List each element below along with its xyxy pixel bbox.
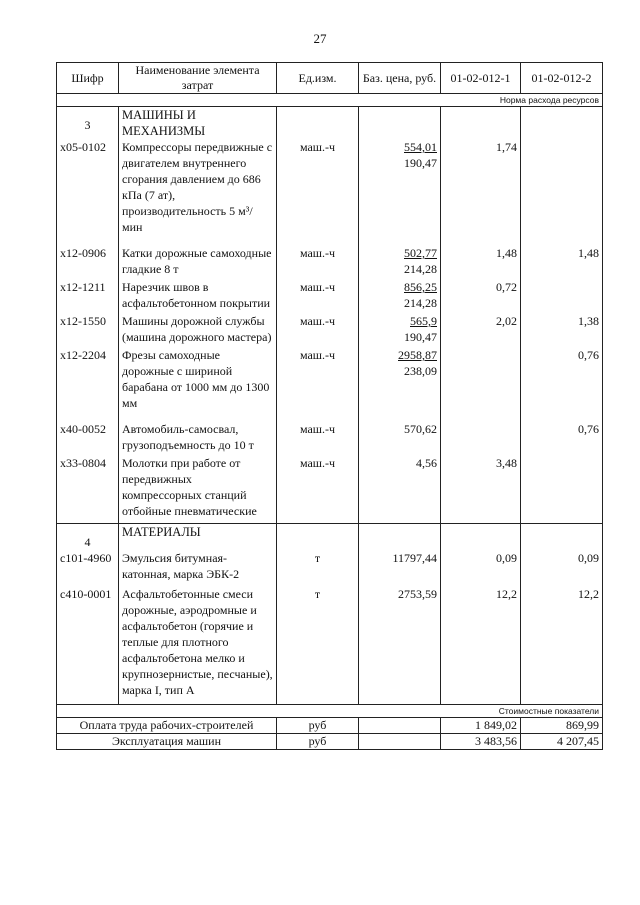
item-price-main: 554,01	[404, 140, 437, 154]
item-code: с410-0001	[57, 586, 119, 698]
item-code: х40-0052	[57, 421, 119, 453]
item-code: с101-4960	[57, 550, 119, 582]
section-title: МАШИНЫ И МЕХАНИЗМЫ	[119, 107, 277, 140]
item-price-main: 565,9	[410, 314, 437, 328]
item-norm-1	[441, 347, 521, 411]
item-price	[359, 139, 441, 235]
item-name: Асфальтобетонные смеси дорожные, аэродромные и асфальтобетон (горячие и теплые для плотного асфальтобетона мелко и крупнозернистые, песчаные), марка I, тип А	[119, 586, 277, 698]
item-code: х05-0102	[57, 139, 119, 235]
item-norm-1: 1,74	[441, 139, 521, 235]
item-norm-1	[441, 421, 521, 453]
item-norm-2: 12,2	[521, 586, 603, 698]
section-row	[57, 107, 603, 140]
section-row	[57, 524, 603, 551]
norm-note-row	[57, 94, 603, 107]
table-row	[57, 313, 603, 345]
table-row	[57, 347, 603, 411]
item-name: Нарезчик швов в асфальтобетонном покрытии	[119, 279, 277, 311]
page-number: 27	[313, 31, 327, 46]
item-norm-2: 0,76	[521, 421, 603, 453]
item-price-wage: 214,28	[404, 296, 437, 310]
item-unit: маш.-ч	[277, 279, 359, 311]
item-code: х12-1211	[57, 279, 119, 311]
item-price-main: 856,25	[404, 280, 437, 294]
item-name: Молотки при работе от передвижных компрессорных станций отбойные пневматические	[119, 455, 277, 519]
item-norm-1: 12,2	[441, 586, 521, 698]
item-name: Автомобиль-самосвал, грузоподъемность до 10 т	[119, 421, 277, 453]
item-price	[359, 245, 441, 277]
item-unit: маш.-ч	[277, 245, 359, 277]
item-norm-1: 1,48	[441, 245, 521, 277]
total-row	[57, 734, 603, 750]
item-name: Компрессоры передвижные с двигателем внутреннего сгорания давлением до 686 кПа (7 ат), производительность 5 м³/мин	[119, 139, 277, 235]
item-norm-1: 0,09	[441, 550, 521, 582]
table-row	[57, 550, 603, 582]
spacer-row	[57, 411, 603, 421]
cost-note-row	[57, 705, 603, 718]
item-name: Машины дорожной службы (машина дорожного мастера)	[119, 313, 277, 345]
total-value-2: 869,99	[521, 718, 603, 734]
item-norm-2: 0,09	[521, 550, 603, 582]
total-value-1: 1 849,02	[441, 718, 521, 734]
item-price-wage: 190,47	[404, 156, 437, 170]
table-row	[57, 455, 603, 519]
item-code: х12-0906	[57, 245, 119, 277]
total-row	[57, 718, 603, 734]
item-price	[359, 313, 441, 345]
item-unit: маш.-ч	[277, 139, 359, 235]
total-name: Эксплуатация машин	[57, 734, 277, 750]
item-norm-2: 0,76	[521, 347, 603, 411]
item-norm-2	[521, 139, 603, 235]
item-name: Фрезы самоходные дорожные с шириной барабана от 1000 мм до 1300 мм	[119, 347, 277, 411]
header-unit: Ед.изм.	[277, 63, 359, 94]
estimate-table	[56, 62, 603, 750]
section-title: МАТЕРИАЛЫ	[119, 524, 277, 551]
total-value-1: 3 483,56	[441, 734, 521, 750]
header-col2: 01-02-012-2	[521, 63, 603, 94]
item-norm-2: 1,38	[521, 313, 603, 345]
item-price	[359, 455, 441, 519]
header-code: Шифр	[57, 63, 119, 94]
item-price-main: 502,77	[404, 246, 437, 260]
item-price-wage: 214,28	[404, 262, 437, 276]
total-unit: руб	[277, 718, 359, 734]
table-row	[57, 421, 603, 453]
item-name: Катки дорожные самоходные гладкие 8 т	[119, 245, 277, 277]
item-unit: т	[277, 586, 359, 698]
item-price-main: 2958,87	[398, 348, 437, 362]
header-col1: 01-02-012-1	[441, 63, 521, 94]
table-row	[57, 245, 603, 277]
item-unit: т	[277, 550, 359, 582]
item-unit: маш.-ч	[277, 455, 359, 519]
item-norm-2	[521, 279, 603, 311]
header-name: Наименование элемента затрат	[119, 63, 277, 94]
table-header-row	[57, 63, 603, 94]
item-norm-2	[521, 455, 603, 519]
spacer-row	[57, 235, 603, 245]
item-price-main: 11797,44	[392, 551, 437, 565]
total-empty	[359, 734, 441, 750]
item-unit: маш.-ч	[277, 313, 359, 345]
item-code: х12-1550	[57, 313, 119, 345]
item-price	[359, 550, 441, 582]
total-value-2: 4 207,45	[521, 734, 603, 750]
item-price	[359, 279, 441, 311]
item-price	[359, 586, 441, 698]
table-row	[57, 586, 603, 698]
item-price-wage: 238,09	[404, 364, 437, 378]
item-norm-1: 3,48	[441, 455, 521, 519]
item-price-main: 570,62	[404, 422, 437, 436]
norm-note: Норма расхода ресурсов	[57, 94, 603, 107]
item-unit: маш.-ч	[277, 347, 359, 411]
item-price-main: 2753,59	[398, 587, 437, 601]
item-price-main: 4,56	[416, 456, 437, 470]
item-code: х33-0804	[57, 455, 119, 519]
item-name: Эмульсия битумная-катонная, марка ЭБК-2	[119, 550, 277, 582]
item-price-wage: 190,47	[404, 330, 437, 344]
item-code: х12-2204	[57, 347, 119, 411]
section-number: 3	[57, 107, 119, 140]
table-row	[57, 279, 603, 311]
cost-note: Стоимостные показатели	[57, 705, 603, 718]
header-price: Баз. цена, руб.	[359, 63, 441, 94]
item-price	[359, 347, 441, 411]
total-unit: руб	[277, 734, 359, 750]
item-norm-1: 0,72	[441, 279, 521, 311]
item-norm-2: 1,48	[521, 245, 603, 277]
item-price	[359, 421, 441, 453]
item-unit: маш.-ч	[277, 421, 359, 453]
item-norm-1: 2,02	[441, 313, 521, 345]
total-empty	[359, 718, 441, 734]
section-number: 4	[57, 524, 119, 551]
table-row	[57, 139, 603, 235]
total-name: Оплата труда рабочих-строителей	[57, 718, 277, 734]
